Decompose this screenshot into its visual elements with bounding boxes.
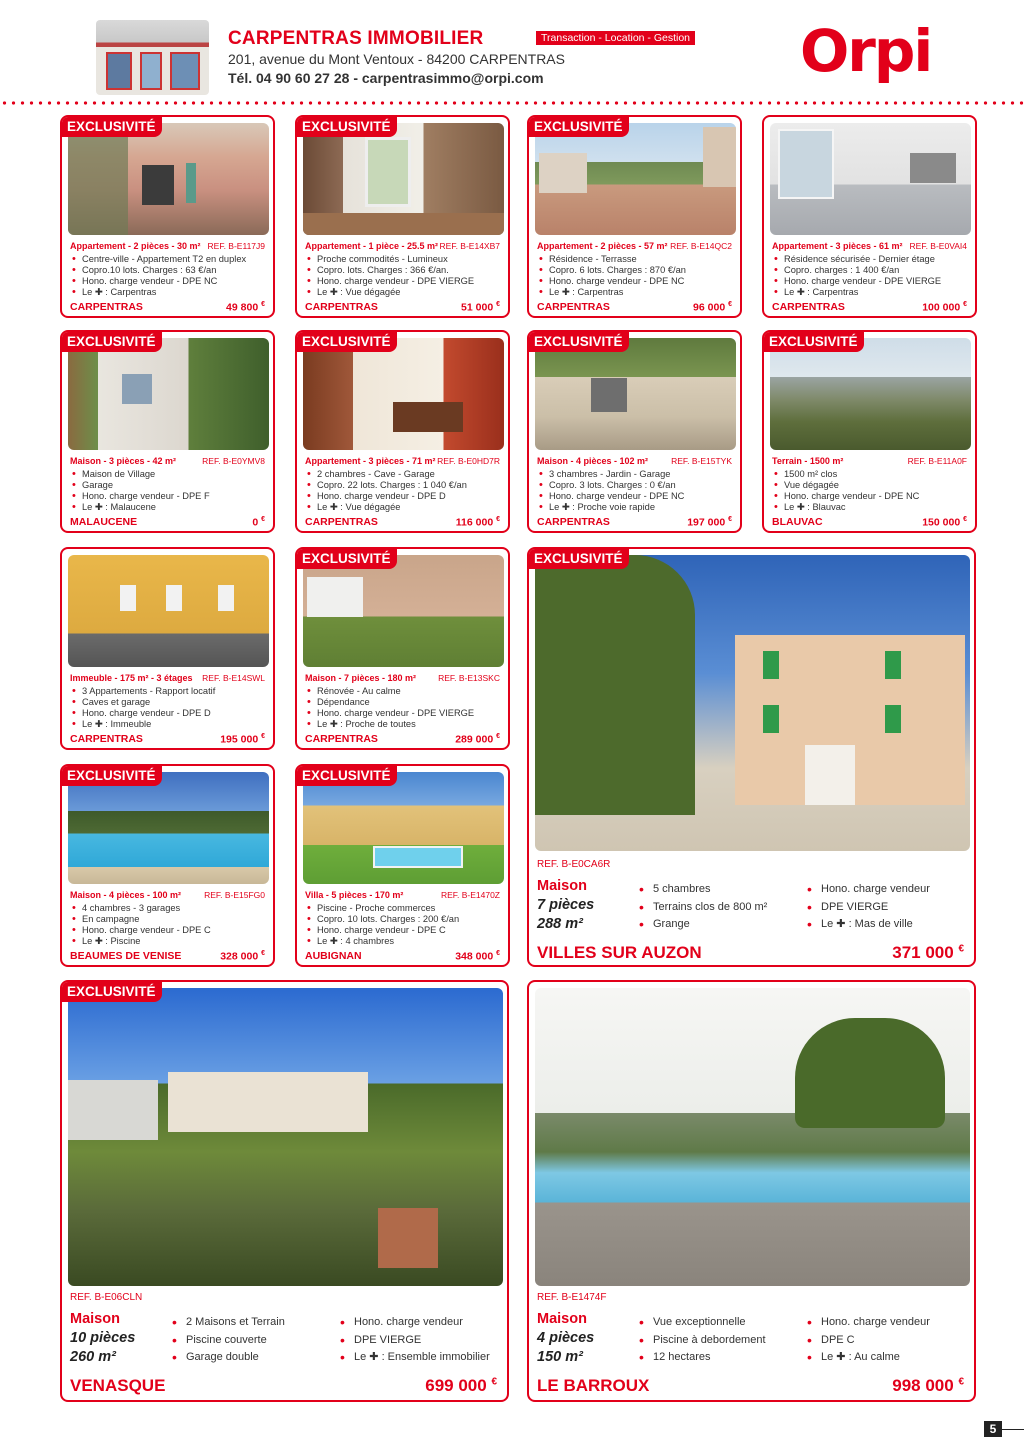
exclusivity-badge: EXCLUSIVITÉ (529, 117, 629, 137)
feature-item: • Hono. charge vendeur - DPE VIERGE (772, 276, 969, 287)
listing-card[interactable] (762, 330, 977, 533)
exclusivity-badge: EXCLUSIVITÉ (529, 549, 629, 569)
listing-features (639, 1314, 766, 1367)
feature-item: • En campagne (70, 914, 267, 925)
feature-item: • Piscine à debordement (639, 1332, 766, 1350)
feature-item: • DPE VIERGE (807, 899, 930, 917)
page-number-rule (1002, 1429, 1024, 1430)
listing-summary (537, 1310, 594, 1367)
listing-features (305, 686, 502, 730)
featured-listing-card[interactable] (60, 980, 509, 1402)
listing-features (172, 1314, 285, 1367)
feature-item: • Hono. charge vendeur - DPE F (70, 491, 267, 502)
listing-photo (770, 338, 971, 450)
featured-listing-card[interactable] (527, 980, 976, 1402)
feature-item: • Le ✚ : Carpentras (70, 287, 267, 298)
feature-item: • Hono. charge vendeur - DPE C (305, 925, 502, 936)
listing-type: Terrain - 1500 m² (772, 456, 844, 466)
feature-item: • Le ✚ : Vue dégagée (305, 502, 502, 513)
listing-features (639, 881, 767, 934)
listing-ref: REF. B-E1474F (537, 1292, 607, 1303)
listing-photo (535, 123, 736, 235)
listing-type: Maison - 7 pièces - 180 m² (305, 673, 417, 683)
feature-item: • Copro. charges : 1 400 €/an (772, 265, 969, 276)
listing-summary (70, 1310, 135, 1367)
feature-item: • Hono. charge vendeur - DPE C (70, 925, 267, 936)
listing-price: 96 000 € (693, 301, 732, 314)
listing-ref: REF. B-E0HD7R (437, 456, 500, 466)
listing-features (70, 469, 267, 513)
listing-price: 328 000 € (220, 950, 265, 963)
listing-city: CARPENTRAS (537, 301, 610, 313)
dotted-divider (0, 100, 1024, 106)
feature-item: • Grange (639, 916, 767, 934)
listing-city: CARPENTRAS (772, 301, 845, 313)
listing-photo (535, 988, 970, 1286)
feature-item: • 1500 m² clos (772, 469, 969, 480)
feature-item: • Hono. charge vendeur - DPE VIERGE (305, 708, 502, 719)
feature-item: • Copro. 6 lots. Charges : 870 €/an (537, 265, 734, 276)
listing-price: 49 800 € (226, 301, 265, 314)
listing-card[interactable] (295, 115, 510, 318)
feature-item: • Maison de Village (70, 469, 267, 480)
listing-area: 150 m² (537, 1349, 583, 1365)
listing-ref: REF. B-E14XB7 (439, 241, 500, 251)
exclusivity-badge: EXCLUSIVITÉ (529, 332, 629, 352)
listing-features (772, 469, 969, 513)
listing-card[interactable] (527, 330, 742, 533)
feature-item: • 3 Appartements - Rapport locatif (70, 686, 267, 697)
listing-price: 289 000 € (455, 733, 500, 746)
listing-type: Appartement - 3 pièces - 61 m² (772, 241, 903, 251)
feature-item: • Garage double (172, 1349, 285, 1367)
page-number: 5 (984, 1421, 1002, 1437)
listing-type: Appartement - 2 pièces - 30 m² (70, 241, 201, 251)
listing-ref: REF. B-E11A0F (907, 456, 967, 466)
listing-card[interactable] (60, 547, 275, 750)
feature-item: • 12 hectares (639, 1349, 766, 1367)
listing-photo (303, 772, 504, 884)
exclusivity-badge: EXCLUSIVITÉ (297, 766, 397, 786)
feature-item: • Terrains clos de 800 m² (639, 899, 767, 917)
feature-item: • Hono. charge vendeur - DPE VIERGE (305, 276, 502, 287)
listing-city: MALAUCENE (70, 516, 138, 528)
listing-features (70, 903, 267, 947)
exclusivity-badge: EXCLUSIVITÉ (62, 766, 162, 786)
listing-rooms: 10 pièces (70, 1330, 136, 1346)
listing-ref: REF. B-E15TYK (671, 456, 732, 466)
feature-item: • Hono. charge vendeur (807, 1314, 930, 1332)
feature-item: • Résidence sécurisée - Dernier étage (772, 254, 969, 265)
listing-price: 197 000 € (687, 516, 732, 529)
listing-card[interactable] (527, 115, 742, 318)
exclusivity-badge: EXCLUSIVITÉ (62, 982, 162, 1002)
listing-ref: REF. B-E1470Z (440, 890, 500, 900)
feature-item: • 5 chambres (639, 881, 767, 899)
exclusivity-badge: EXCLUSIVITÉ (297, 332, 397, 352)
listing-type: Maison (70, 1311, 120, 1327)
feature-item: • Hono. charge vendeur - DPE NC (772, 491, 969, 502)
listing-ref: REF. B-E14QC2 (670, 241, 732, 251)
listing-type: Maison - 4 pièces - 102 m² (537, 456, 649, 466)
listing-city: CARPENTRAS (70, 301, 143, 313)
listing-ref: REF. B-E06CLN (70, 1292, 143, 1303)
listing-city: VILLES SUR AUZON (537, 943, 702, 962)
listing-photo (303, 123, 504, 235)
listing-features (537, 469, 734, 513)
listing-features (537, 254, 734, 298)
listing-rooms: 4 pièces (537, 1330, 595, 1346)
listing-rooms: 7 pièces (537, 897, 595, 913)
listing-features (305, 903, 502, 947)
feature-item: • Hono. charge vendeur - DPE D (70, 708, 267, 719)
feature-item: • Le ✚ : Malaucene (70, 502, 267, 513)
agency-tagline: Transaction - Location - Gestion (536, 31, 695, 45)
listing-features (772, 254, 969, 298)
exclusivity-badge: EXCLUSIVITÉ (297, 117, 397, 137)
feature-item: • Vue exceptionnelle (639, 1314, 766, 1332)
feature-item: • Copro. 22 lots. Charges : 1 040 €/an (305, 480, 502, 491)
feature-item: • Piscine - Proche commerces (305, 903, 502, 914)
feature-item: • Le ✚ : Carpentras (772, 287, 969, 298)
listing-price: 0 € (252, 516, 265, 529)
listing-photo (303, 555, 504, 667)
feature-item: • 2 chambres - Cave - Garage (305, 469, 502, 480)
agency-name: CARPENTRAS IMMOBILIER (228, 28, 484, 49)
listing-card[interactable] (762, 115, 977, 318)
feature-item: • Le ✚ : Immeuble (70, 719, 267, 730)
listing-ref: REF. B-E0VAI4 (909, 241, 967, 251)
listing-ref: REF. B-E14SWL (202, 673, 265, 683)
listing-ref: REF. B-E0YMV8 (202, 456, 265, 466)
listing-price: 195 000 € (220, 733, 265, 746)
feature-item: • Le ✚ : Proche voie rapide (537, 502, 734, 513)
listing-price: 100 000 € (922, 301, 967, 314)
listing-type: Appartement - 1 pièce - 25.5 m² (305, 241, 439, 251)
listing-photo (770, 123, 971, 235)
listing-details (807, 881, 930, 934)
listing-price: 371 000 € (892, 943, 964, 962)
listing-city: BEAUMES DE VENISE (70, 950, 182, 962)
feature-item: • Le ✚ : Proche de toutes (305, 719, 502, 730)
listing-card[interactable] (60, 330, 275, 533)
listing-city: CARPENTRAS (305, 733, 378, 745)
agency-contact[interactable]: Tél. 04 90 60 27 28 - carpentrasimmo@orpi.com (228, 70, 544, 86)
listing-details (340, 1314, 490, 1367)
listing-photo (535, 555, 970, 851)
listing-type: Appartement - 3 pièces - 71 m² (305, 456, 436, 466)
page-header (0, 0, 1024, 100)
listing-card[interactable] (295, 330, 510, 533)
exclusivity-badge: EXCLUSIVITÉ (62, 117, 162, 137)
listing-type: Maison (537, 1311, 587, 1327)
feature-item: • Le ✚ : Piscine (70, 936, 267, 947)
feature-item: • Le ✚ : Carpentras (537, 287, 734, 298)
feature-item: • Le ✚ : Au calme (807, 1349, 930, 1367)
listing-type: Maison - 3 pièces - 42 m² (70, 456, 177, 466)
feature-item: • DPE C (807, 1332, 930, 1350)
feature-item: • Hono. charge vendeur (340, 1314, 490, 1332)
listing-city: CARPENTRAS (305, 301, 378, 313)
listing-city: CARPENTRAS (305, 516, 378, 528)
listing-type: Maison (537, 878, 587, 894)
listing-type: Villa - 5 pièces - 170 m² (305, 890, 404, 900)
listing-price: 150 000 € (922, 516, 967, 529)
feature-item: • Copro.10 lots. Charges : 63 €/an (70, 265, 267, 276)
listing-details (807, 1314, 930, 1367)
agency-storefront-photo (96, 20, 209, 95)
listing-type: Immeuble - 175 m² - 3 étages (70, 673, 193, 683)
listing-photo (535, 338, 736, 450)
feature-item: • Le ✚ : Vue dégagée (305, 287, 502, 298)
listing-photo (68, 988, 503, 1286)
feature-item: • Copro. lots. Charges : 366 €/an. (305, 265, 502, 276)
listing-card[interactable] (295, 547, 510, 750)
listing-photo (68, 772, 269, 884)
orpi-logo: Orpi (800, 17, 932, 85)
listing-city: LE BARROUX (537, 1376, 650, 1395)
listing-photo (303, 338, 504, 450)
feature-item: • Centre-ville - Appartement T2 en duplex (70, 254, 267, 265)
agency-address: 201, avenue du Mont Ventoux - 84200 CARPENTRAS (228, 51, 565, 67)
feature-item: • Proche commodités - Lumineux (305, 254, 502, 265)
listing-price: 116 000 € (455, 516, 500, 529)
listing-ref: REF. B-E13SKC (438, 673, 500, 683)
listing-ref: REF. B-E0CA6R (537, 859, 611, 870)
listing-area: 260 m² (70, 1349, 116, 1365)
feature-item: • Hono. charge vendeur - DPE NC (537, 276, 734, 287)
listing-card[interactable] (295, 764, 510, 967)
listing-features (305, 254, 502, 298)
feature-item: • Piscine couverte (172, 1332, 285, 1350)
exclusivity-badge: EXCLUSIVITÉ (297, 549, 397, 569)
feature-item: • Hono. charge vendeur - DPE D (305, 491, 502, 502)
listing-card[interactable] (60, 764, 275, 967)
listing-price: 998 000 € (892, 1376, 964, 1395)
listing-price: 348 000 € (455, 950, 500, 963)
feature-item: • Dépendance (305, 697, 502, 708)
feature-item: • Le ✚ : Ensemble immobilier (340, 1349, 490, 1367)
listing-city: BLAUVAC (772, 516, 823, 528)
listing-area: 288 m² (537, 916, 583, 932)
feature-item: • Le ✚ : Blauvac (772, 502, 969, 513)
listing-features (70, 254, 267, 298)
feature-item: • Hono. charge vendeur (807, 881, 930, 899)
feature-item: • Hono. charge vendeur - DPE NC (537, 491, 734, 502)
feature-item: • Hono. charge vendeur - DPE NC (70, 276, 267, 287)
listing-type: Maison - 4 pièces - 100 m² (70, 890, 182, 900)
listing-city: AUBIGNAN (305, 950, 362, 962)
feature-item: • Le ✚ : 4 chambres (305, 936, 502, 947)
listing-ref: REF. B-E117J9 (207, 241, 265, 251)
listing-card[interactable] (60, 115, 275, 318)
listing-type: Appartement - 2 pièces - 57 m² (537, 241, 668, 251)
listing-photo (68, 555, 269, 667)
feature-item: • Garage (70, 480, 267, 491)
listing-features (305, 469, 502, 513)
feature-item: • 2 Maisons et Terrain (172, 1314, 285, 1332)
listing-price: 51 000 € (461, 301, 500, 314)
listing-city: VENASQUE (70, 1376, 166, 1395)
listing-summary (537, 877, 594, 934)
feature-item: • Vue dégagée (772, 480, 969, 491)
feature-item: • Caves et garage (70, 697, 267, 708)
feature-item: • 4 chambres - 3 garages (70, 903, 267, 914)
feature-item: • Copro. 10 lots. Charges : 200 €/an (305, 914, 502, 925)
listing-city: CARPENTRAS (537, 516, 610, 528)
listing-photo (68, 123, 269, 235)
listing-photo (68, 338, 269, 450)
feature-item: • Copro. 3 lots. Charges : 0 €/an (537, 480, 734, 491)
feature-item: • Rénovée - Au calme (305, 686, 502, 697)
exclusivity-badge: EXCLUSIVITÉ (62, 332, 162, 352)
featured-listing-card[interactable] (527, 547, 976, 967)
listing-features (70, 686, 267, 730)
exclusivity-badge: EXCLUSIVITÉ (764, 332, 864, 352)
feature-item: • Résidence - Terrasse (537, 254, 734, 265)
listing-city: CARPENTRAS (70, 733, 143, 745)
listing-price: 699 000 € (425, 1376, 497, 1395)
feature-item: • 3 chambres - Jardin - Garage (537, 469, 734, 480)
listing-ref: REF. B-E15FG0 (204, 890, 265, 900)
feature-item: • Le ✚ : Mas de ville (807, 916, 930, 934)
feature-item: • DPE VIERGE (340, 1332, 490, 1350)
